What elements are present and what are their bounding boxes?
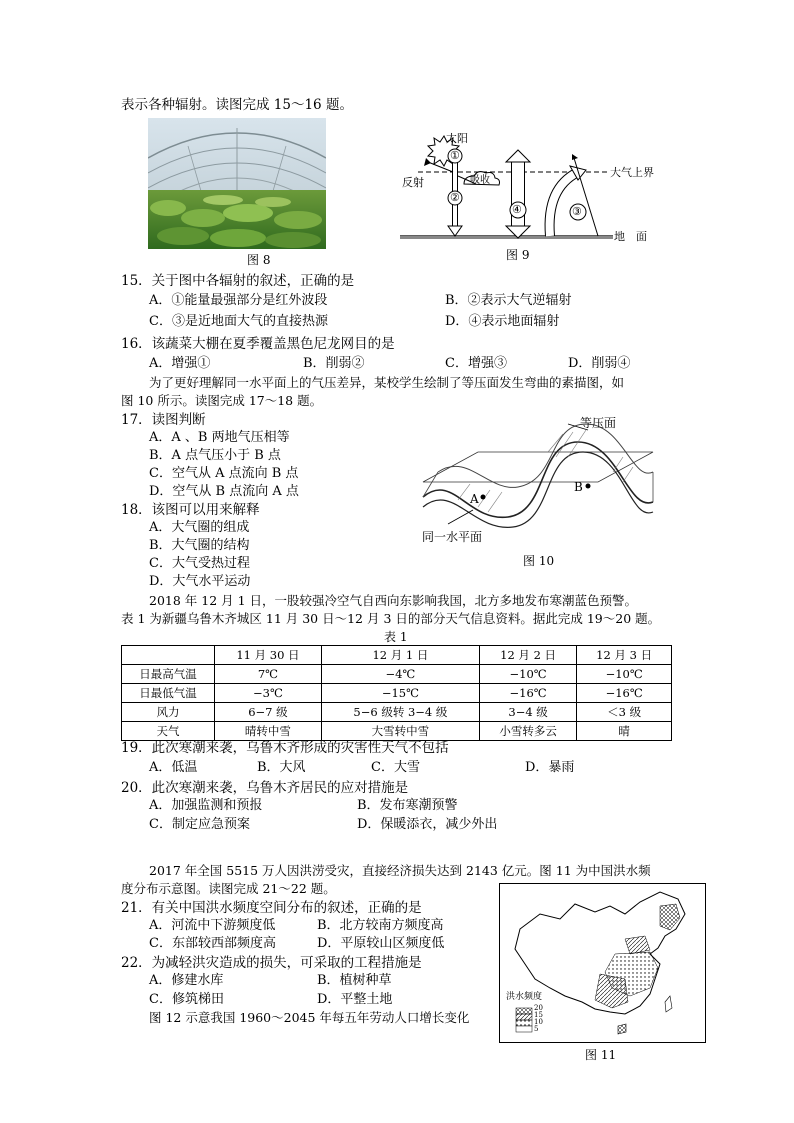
q16-stem: 16．该蔬菜大棚在夏季覆盖黑色尼龙网目的是: [121, 336, 395, 352]
table-cell: −16℃: [577, 684, 672, 703]
q19-option-d[interactable]: D．暴雨: [525, 760, 575, 775]
figure-10-caption: 图 10: [523, 554, 555, 568]
fig9-ground-label: 地 面: [614, 230, 647, 243]
table-row: [122, 722, 672, 741]
q20-stem: 20．此次寒潮来袭，乌鲁木齐居民的应对措施是: [121, 780, 409, 796]
intro-fig12: 图 12 示意我国 1960～2045 年每五年劳动人口增长变化: [149, 1010, 470, 1025]
q16-option-a[interactable]: A．增强①: [149, 356, 211, 371]
fig11-legend-title: 洪水频度: [506, 992, 543, 1002]
table-cell: −16℃: [479, 684, 576, 703]
q17-option-d[interactable]: D．空气从 B 点流向 A 点: [149, 484, 299, 499]
q21-option-d[interactable]: D．平原较山区频度低: [317, 936, 445, 951]
table-cell: 晴: [577, 722, 672, 741]
q19-option-c[interactable]: C．大雪: [371, 760, 420, 775]
fig9-marker-2: ②: [450, 191, 460, 204]
q21-option-c[interactable]: C．东部较西部频度高: [149, 936, 276, 951]
table-header-row: [122, 646, 672, 665]
table-header-cell: 12 月 1 日: [321, 646, 479, 665]
fig9-marker-3: ③: [572, 205, 582, 218]
q16-option-b[interactable]: B．削弱②: [303, 356, 365, 371]
fig10-plane-label: 同一水平面: [422, 530, 483, 544]
table-cell: −10℃: [479, 665, 576, 684]
q18-option-d[interactable]: D．大气水平运动: [149, 574, 251, 589]
q18-option-b[interactable]: B．大气圈的结构: [149, 538, 250, 553]
q17-option-a[interactable]: A．A 、B 两地气压相等: [149, 430, 290, 445]
figure-10-isobar-sketch: [418, 412, 658, 552]
intro-19-20-line1: 2018 年 12 月 1 日，一股较强冷空气自西向东影响我国，北方多地发布寒潮蓝色预警。: [149, 593, 638, 608]
q21-stem: 21．有关中国洪水频度空间分布的叙述，正确的是: [121, 900, 422, 916]
q18-option-a[interactable]: A．大气圈的组成: [149, 520, 250, 535]
q17-stem: 17．读图判断: [121, 412, 206, 428]
q22-option-a[interactable]: A．修建水库: [149, 973, 224, 988]
table-cell: −15℃: [321, 684, 479, 703]
q19-option-b[interactable]: B．大风: [257, 760, 306, 775]
q18-stem: 18．该图可以用来解释: [121, 502, 260, 518]
table-row: [122, 684, 672, 703]
figure-11-caption: 图 11: [585, 1048, 617, 1062]
figure-9-caption: 图 9: [506, 248, 530, 262]
table-cell: −4℃: [321, 665, 479, 684]
q17-option-b[interactable]: B．A 点气压小于 B 点: [149, 448, 281, 463]
q22-option-c[interactable]: C．修筑梯田: [149, 992, 224, 1007]
table-cell: 7℃: [215, 665, 322, 684]
table-cell: 日最低气温: [122, 684, 215, 703]
q22-option-b[interactable]: B．植树种草: [317, 973, 392, 988]
q16-option-c[interactable]: C．增强③: [445, 356, 507, 371]
q17-option-c[interactable]: C．空气从 A 点流向 B 点: [149, 466, 299, 481]
q19-stem: 19．此次寒潮来袭，乌鲁木齐形成的灾害性天气不包括: [121, 740, 449, 756]
q15-option-b[interactable]: B．②表示大气逆辐射: [445, 293, 572, 308]
intro-21-22-line1: 2017 年全国 5515 万人因洪涝受灾，直接经济损失达到 2143 亿元。图 11 为中国洪水频: [149, 863, 651, 878]
table-cell: 风力: [122, 703, 215, 722]
q22-option-d[interactable]: D．平整土地: [317, 992, 393, 1007]
weather-table: [121, 645, 672, 741]
fig11-legend-value: 5: [534, 1025, 539, 1033]
fig11-legend-value: 10: [534, 1018, 543, 1026]
fig9-marker-4: ④: [512, 203, 522, 216]
figure-8-greenhouse-photo: [148, 118, 326, 249]
table-cell: −3℃: [215, 684, 322, 703]
intro-17-18-line2: 图 10 所示。读图完成 17～18 题。: [121, 393, 323, 408]
intro-15-16: 表示各种辐射。读图完成 15～16 题。: [121, 97, 353, 113]
fig11-legend-value: 15: [534, 1011, 543, 1019]
figure-9-radiation-diagram: [398, 128, 690, 248]
table-cell: 5−6 级转 3−4 级: [321, 703, 479, 722]
table-cell: 6−7 级: [215, 703, 322, 722]
table-header-cell: [122, 646, 215, 665]
q21-option-b[interactable]: B．北方较南方频度高: [317, 918, 444, 933]
table-row: [122, 665, 672, 684]
fig11-legend-value: 20: [534, 1004, 543, 1012]
table-cell: 小雪转多云: [479, 722, 576, 741]
fig9-absorb-label: 吸收: [470, 175, 490, 186]
table-row: [122, 703, 672, 722]
q21-option-a[interactable]: A．河流中下游频度低: [149, 918, 276, 933]
q16-option-d[interactable]: D．削弱④: [568, 356, 631, 371]
q19-option-a[interactable]: A．低温: [149, 760, 198, 775]
table-cell: 晴转中雪: [215, 722, 322, 741]
q15-stem: 15．关于图中各辐射的叙述，正确的是: [121, 273, 355, 289]
table-header-cell: 12 月 2 日: [479, 646, 576, 665]
q20-option-c[interactable]: C．制定应急预案: [149, 817, 250, 832]
figure-8-caption: 图 8: [247, 253, 271, 267]
q20-option-a[interactable]: A．加强监测和预报: [149, 798, 263, 813]
table-cell: 大雪转中雪: [321, 722, 479, 741]
table-header-cell: 12 月 3 日: [577, 646, 672, 665]
fig10-point-a: A: [470, 492, 479, 506]
fig9-marker-1: ①: [450, 149, 460, 162]
fig10-isobar-label: 等压面: [580, 416, 617, 430]
q15-option-d[interactable]: D．④表示地面辐射: [445, 314, 560, 329]
q18-option-c[interactable]: C．大气受热过程: [149, 556, 250, 571]
fig10-point-b: B: [574, 480, 583, 494]
intro-17-18-line1: 为了更好理解同一水平面上的气压差异，某校学生绘制了等压面发生弯曲的素描图，如: [149, 375, 625, 390]
fig9-reflect-label: 反射: [402, 176, 424, 189]
table-cell: 3−4 级: [479, 703, 576, 722]
intro-21-22-line2: 度分布示意图。读图完成 21～22 题。: [121, 881, 336, 896]
q20-option-b[interactable]: B．发布寒潮预警: [357, 798, 458, 813]
q20-option-d[interactable]: D．保暖添衣，减少外出: [357, 817, 498, 832]
q22-stem: 22．为减轻洪灾造成的损失，可采取的工程措施是: [121, 955, 422, 971]
table-cell: −10℃: [577, 665, 672, 684]
table-cell: ＜3 级: [577, 703, 672, 722]
q15-option-a[interactable]: A．①能量最强部分是红外波段: [149, 293, 328, 308]
fig9-atmos-top-label: 大气上界: [610, 166, 654, 179]
table-cell: 天气: [122, 722, 215, 741]
figure-11-flood-map: [499, 883, 706, 1043]
q15-option-c[interactable]: C．③是近地面大气的直接热源: [149, 314, 328, 329]
table-1-caption: 表 1: [384, 630, 408, 644]
table-cell: 日最高气温: [122, 665, 215, 684]
intro-19-20-line2: 表 1 为新疆乌鲁木齐城区 11 月 30 日～12 月 3 日的部分天气信息资料。据此完成 19～20 题。: [121, 611, 661, 626]
table-header-cell: 11 月 30 日: [215, 646, 322, 665]
fig9-sun-label: 太阳: [446, 132, 468, 145]
